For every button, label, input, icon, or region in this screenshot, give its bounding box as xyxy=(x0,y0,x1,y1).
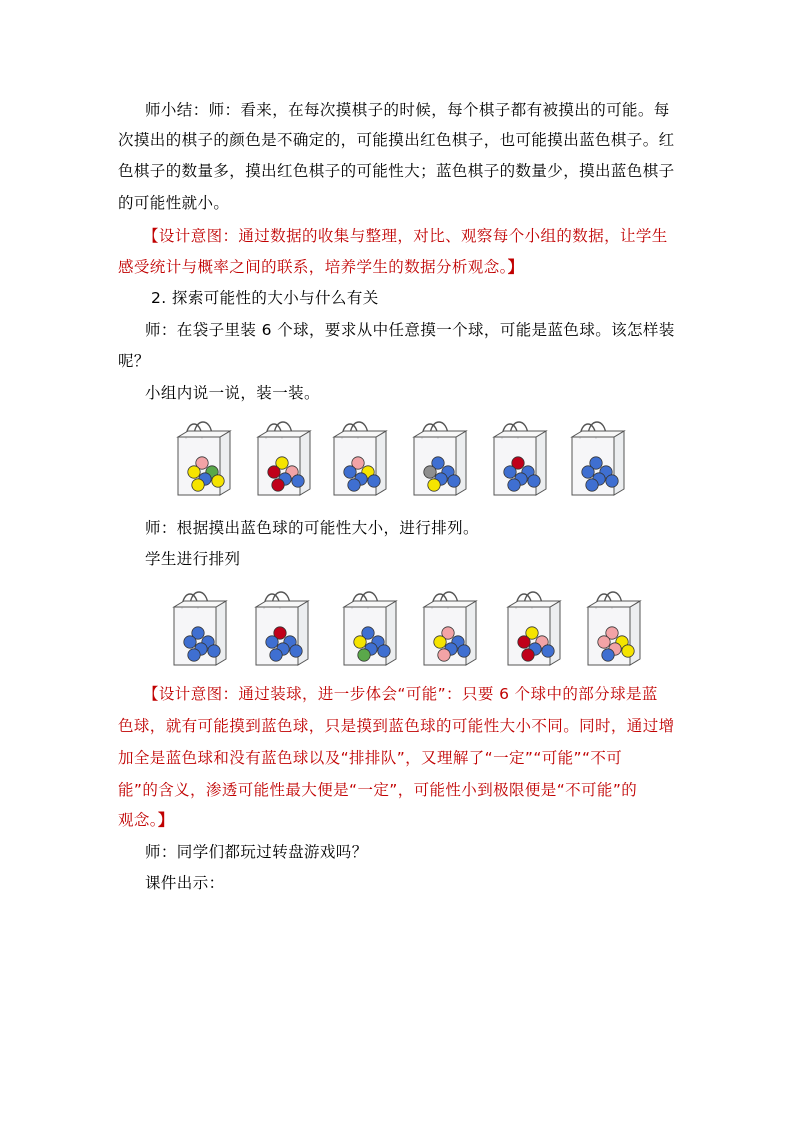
ball-blue xyxy=(344,466,356,478)
ball-blue xyxy=(368,475,380,487)
ball-yellow xyxy=(192,479,204,491)
ball-blue xyxy=(458,645,470,657)
ball-yellow xyxy=(188,466,200,478)
summary-line-2: 次摸出的棋子的颜色是不确定的，可能摸出红色棋子，也可能摸出蓝色棋子。红 xyxy=(118,131,675,149)
ball-blue xyxy=(266,636,278,648)
shopping-bag-icon xyxy=(338,585,400,667)
ball-blue xyxy=(292,475,304,487)
bag-rim xyxy=(494,431,546,437)
summary-line-4: 的可能性就小。 xyxy=(118,194,230,212)
shopping-bag-icon xyxy=(328,415,390,497)
teacher-task-line-2: 呢？ xyxy=(118,352,150,370)
ball-yellow xyxy=(434,636,446,648)
bag-rim xyxy=(344,601,396,607)
ball-blue xyxy=(270,649,282,661)
shopping-bag-icon xyxy=(408,415,470,497)
ball-blue xyxy=(448,475,460,487)
ball-red xyxy=(272,479,284,491)
bag-rim xyxy=(256,601,308,607)
shopping-bag-icon xyxy=(488,415,550,497)
ball-yellow xyxy=(428,479,440,491)
shopping-bag-icon xyxy=(250,585,312,667)
ball-blue xyxy=(606,475,618,487)
teacher-task-line-1: 师：在袋子里装 6 个球，要求从中任意摸一个球，可能是蓝色球。该怎样装 xyxy=(145,321,675,339)
design-note-1-text: 感受统计与概率之间的联系，培养学生的数据分析观念。 xyxy=(118,258,508,276)
ball-blue xyxy=(602,649,614,661)
design-note-2-line-4: 能”的含义，渗透可能性最大便是“一定”，可能性小到极限便是“不可能”的 xyxy=(118,781,638,799)
shopping-bag-icon xyxy=(172,415,234,497)
shopping-bag-icon xyxy=(502,585,564,667)
bag-rim xyxy=(258,431,310,437)
ball-red xyxy=(522,649,534,661)
ball-blue xyxy=(504,466,516,478)
design-note-1-line-2 xyxy=(118,257,524,277)
teacher-question: 师：同学们都玩过转盘游戏吗？ xyxy=(145,843,368,861)
bag-rim xyxy=(424,601,476,607)
design-note-2-text: 观念。 xyxy=(118,811,158,829)
summary-line-3: 色棋子的数量多，摸出红色棋子的可能性大；蓝色棋子的数量少，摸出蓝色棋子 xyxy=(118,162,675,180)
design-note-2-line-1: 【设计意图：通过装球，进一步体会“可能”：只要 6 个球中的部分球是蓝 xyxy=(143,685,658,703)
ball-pink xyxy=(438,649,450,661)
ball-red xyxy=(518,636,530,648)
design-note-2-line-2: 色球，就有可能摸到蓝色球，只是摸到蓝色球的可能性大小不同。同时，通过增 xyxy=(118,717,675,735)
ball-blue xyxy=(348,479,360,491)
shopping-bag-icon xyxy=(582,585,644,667)
ball-red xyxy=(268,466,280,478)
student-sort-label: 学生进行排列 xyxy=(145,550,241,568)
bag-rim xyxy=(174,601,226,607)
shopping-bag-icon xyxy=(418,585,480,667)
ball-green xyxy=(358,649,370,661)
bag-rim xyxy=(334,431,386,437)
bag-rim xyxy=(508,601,560,607)
ball-blue xyxy=(542,645,554,657)
courseware-label: 课件出示： xyxy=(145,874,225,892)
group-instruction: 小组内说一说，装一装。 xyxy=(145,384,320,402)
design-note-1-close-bracket: 】 xyxy=(507,258,524,276)
design-note-2-line-5 xyxy=(118,810,174,830)
ball-blue xyxy=(528,475,540,487)
bag-rim xyxy=(178,431,230,437)
ball-blue xyxy=(290,645,302,657)
shopping-bag-icon xyxy=(566,415,628,497)
ball-gray xyxy=(424,466,436,478)
sort-instruction: 师：根据摸出蓝色球的可能性大小，进行排列。 xyxy=(145,519,479,537)
summary-line-1: 师小结：师：看来，在每次摸棋子的时候，每个棋子都有被摸出的可能。每 xyxy=(145,101,670,119)
ball-pink xyxy=(598,636,610,648)
shopping-bag-icon xyxy=(252,415,314,497)
shopping-bag-icon xyxy=(168,585,230,667)
ball-blue xyxy=(378,645,390,657)
ball-blue xyxy=(188,649,200,661)
ball-yellow xyxy=(212,475,224,487)
section-heading: 2. 探索可能性的大小与什么有关 xyxy=(151,289,379,307)
bag-rim xyxy=(588,601,640,607)
ball-blue xyxy=(508,479,520,491)
ball-blue xyxy=(586,479,598,491)
ball-yellow xyxy=(354,636,366,648)
design-note-2-close-bracket: 】 xyxy=(157,811,174,829)
design-note-1-line-1: 【设计意图：通过数据的收集与整理，对比、观察每个小组的数据，让学生 xyxy=(143,227,668,245)
design-note-2-line-3: 加全是蓝色球和没有蓝色球以及“排排队”，又理解了“一定”“可能”“不可 xyxy=(118,749,623,767)
ball-yellow xyxy=(622,645,634,657)
ball-blue xyxy=(582,466,594,478)
ball-blue xyxy=(184,636,196,648)
bag-rim xyxy=(572,431,624,437)
ball-blue xyxy=(208,645,220,657)
bag-rim xyxy=(414,431,466,437)
